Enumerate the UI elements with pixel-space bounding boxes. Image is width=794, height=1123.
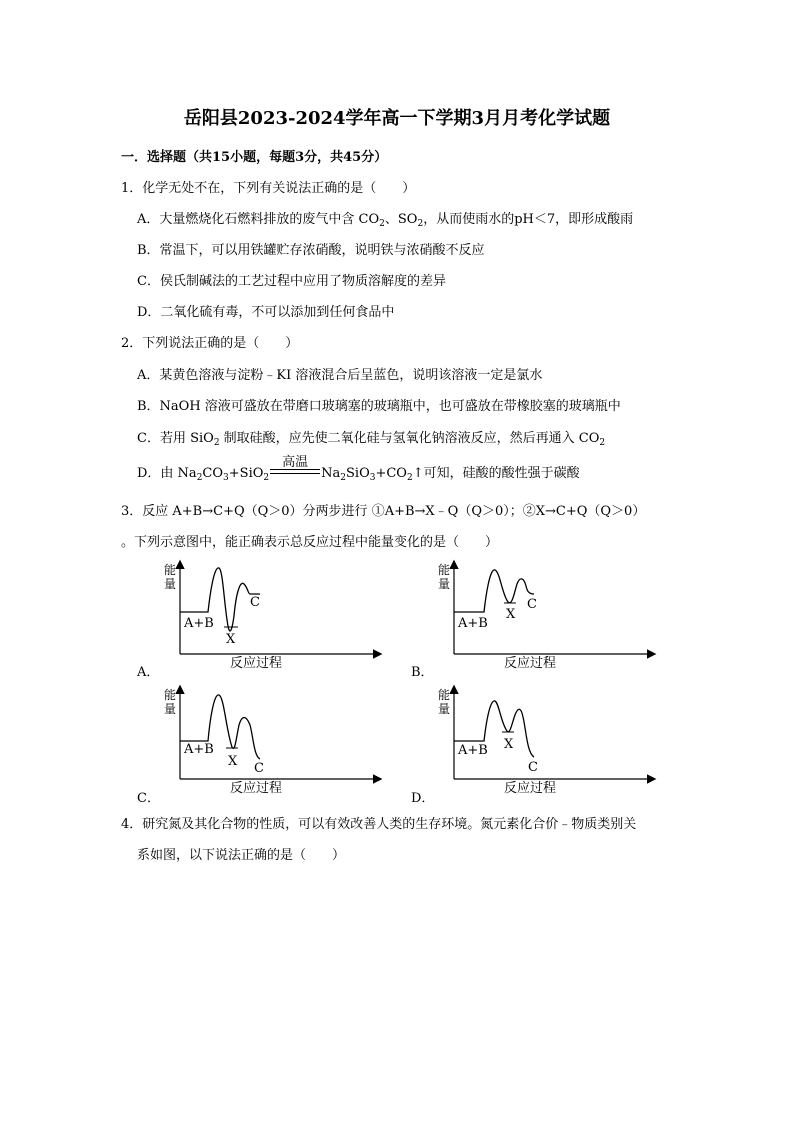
q2-option-c: C．若用 SiO$_2$ 制取硅酸，应先使二氧化硅与氢氧化钠溶液反应，然后再通入 $CO_2$ bbox=[137, 431, 606, 448]
q1-option-b: B．常温下，可以用铁罐贮存浓硝酸，说明铁与浓硝酸不反应 bbox=[137, 243, 485, 258]
energy-diagram-d bbox=[434, 679, 684, 808]
q1-option-a: A．大量燃烧化石燃料排放的废气中含 $CO_2$、$SO_2$，从而使雨水的pH＜7，即形成酸雨 bbox=[137, 212, 634, 229]
q2-option-d: D．由 $Na_2CO_3+SiO_2$ 高温 $Na_2SiO_3+CO_2↑$可知，硅酸的酸性强于碳酸 bbox=[137, 455, 580, 483]
diagram-d-label: D． bbox=[411, 791, 435, 806]
product-label: C bbox=[254, 761, 264, 776]
x-axis-label: 反应过程 bbox=[504, 781, 557, 796]
q1-option-c: C．侯氏制碱法的工艺过程中应用了物质溶解度的差异 bbox=[137, 274, 446, 289]
y-axis-label-2: 量 bbox=[438, 702, 451, 716]
diagram-a-label: A． bbox=[137, 665, 160, 680]
q3-stem: 3．反应 A+B→C+Q（Q＞0）分两步进行 ①A+B→X﹣Q（Q＞0）；②X→C+Q（Q＞0） bbox=[121, 504, 646, 519]
energy-diagram-b bbox=[434, 554, 684, 683]
q4-stem-cont: 系如图，以下说法正确的是（ ） bbox=[137, 848, 346, 863]
page-title: 岳阳县2023-2024学年高一下学期3月月考化学试题 bbox=[183, 108, 611, 129]
y-axis-label-2: 量 bbox=[164, 577, 177, 591]
y-axis-label-1: 能 bbox=[438, 563, 451, 577]
q1-option-d: D．二氧化硫有毒，不可以添加到任何食品中 bbox=[137, 305, 395, 320]
y-axis-label-2: 量 bbox=[164, 702, 177, 716]
intermediate-label: X bbox=[504, 737, 514, 752]
q1-stem: 1．化学无处不在，下列有关说法正确的是（ ） bbox=[121, 181, 416, 196]
energy-diagram-a bbox=[160, 554, 410, 683]
x-axis-label: 反应过程 bbox=[230, 781, 283, 796]
intermediate-label: X bbox=[228, 754, 238, 769]
y-axis-label-1: 能 bbox=[164, 688, 177, 702]
reaction-condition: 高温 bbox=[270, 466, 320, 481]
energy-diagram-c bbox=[160, 679, 410, 808]
q3-stem-cont: 。下列示意图中，能正确表示总反应过程中能量变化的是（ ） bbox=[121, 535, 499, 550]
y-axis-label-1: 能 bbox=[438, 688, 451, 702]
x-axis-label: 反应过程 bbox=[230, 656, 283, 671]
diagram-c-label: C． bbox=[137, 791, 160, 806]
reactant-label: A+B bbox=[184, 742, 214, 757]
product-label: C bbox=[528, 760, 538, 775]
y-axis-label-1: 能 bbox=[164, 563, 177, 577]
product-label: C bbox=[527, 597, 537, 612]
reactant-label: A+B bbox=[458, 616, 488, 631]
q2-option-a: A．某黄色溶液与淀粉﹣KI 溶液混合后呈蓝色，说明该溶液一定是氯水 bbox=[137, 368, 543, 383]
reactant-label: A+B bbox=[458, 743, 488, 758]
intermediate-label: X bbox=[506, 607, 516, 622]
section-heading: 一．选择题（共15小题，每题3分，共45分） bbox=[121, 150, 388, 165]
reactant-label: A+B bbox=[184, 616, 214, 631]
y-axis-label-2: 量 bbox=[438, 577, 451, 591]
q2-stem: 2．下列说法正确的是（ ） bbox=[121, 336, 299, 351]
q4-stem: 4．研究氮及其化合物的性质，可以有效改善人类的生存环境。氮元素化合价﹣物质类别关 bbox=[121, 817, 637, 832]
product-label: C bbox=[250, 595, 260, 610]
intermediate-label: X bbox=[226, 632, 236, 647]
diagram-b-label: B． bbox=[411, 665, 434, 680]
q2-option-b: B．NaOH 溶液可盛放在带磨口玻璃塞的玻璃瓶中，也可盛放在带橡胶塞的玻璃瓶中 bbox=[137, 399, 621, 414]
x-axis-label: 反应过程 bbox=[504, 656, 557, 671]
